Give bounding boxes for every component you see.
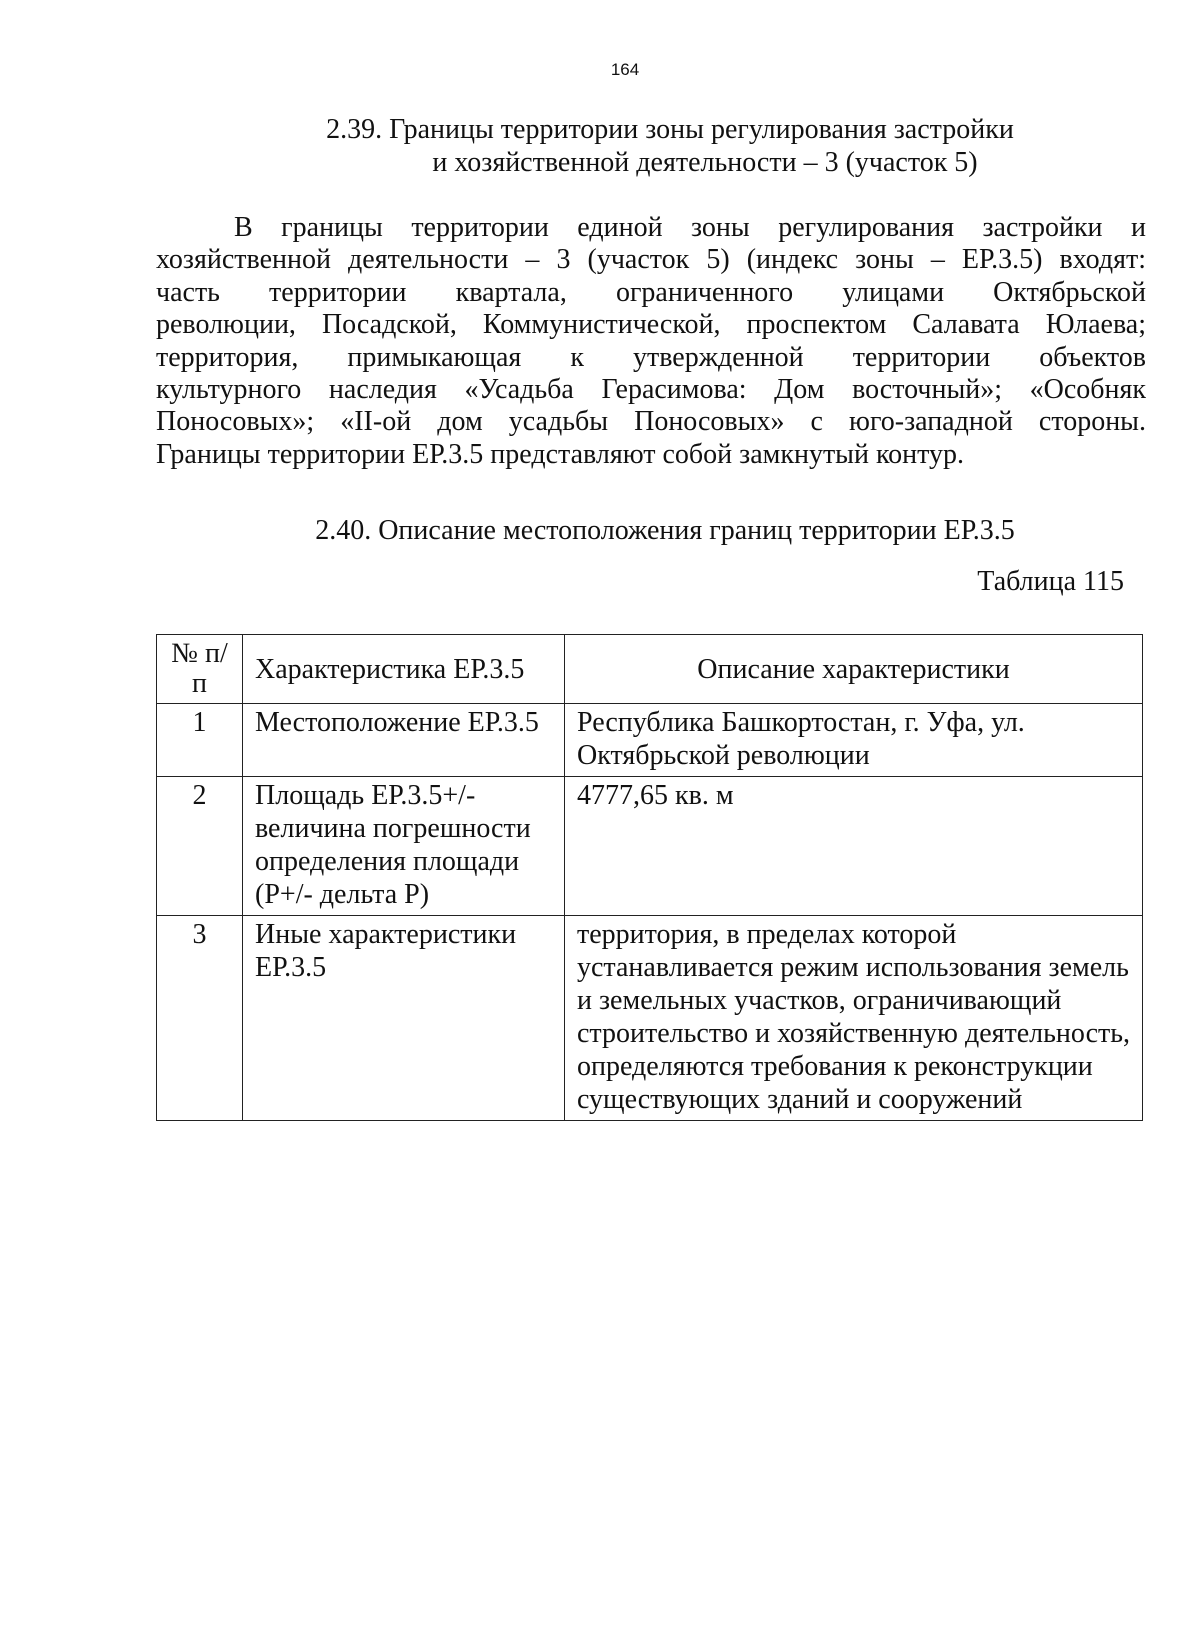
section-heading — [150, 113, 1150, 179]
table-caption: Таблица 115 — [977, 566, 1124, 597]
paragraph-line: хозяйственной деятельности – 3 (участок 5) (индекс зоны – ЕР.3.5) входят: — [156, 244, 1146, 276]
row-characteristic: Площадь ЕР.3.5+/- величина погрешности определения площади (Р+/- дельта Р) — [243, 777, 565, 916]
row-description: 4777,65 кв. м — [565, 777, 1143, 916]
paragraph-line: территория, примыкающая к утвержденной территории объектов — [156, 341, 1146, 373]
header-characteristic: Характеристика ЕР.3.5 — [243, 635, 565, 704]
row-num: 2 — [157, 777, 243, 916]
row-num: 3 — [157, 916, 243, 1121]
row-num: 1 — [157, 704, 243, 777]
section-heading-line-1: 2.39. Границы территории зоны регулирования застройки — [326, 114, 1014, 145]
table-header-row — [157, 635, 1143, 704]
characteristics-table — [156, 634, 1143, 1121]
header-description: Описание характеристики — [565, 635, 1143, 704]
paragraph-line: В границы территории единой зоны регулирования застройки и — [234, 212, 1146, 243]
table-section-heading: 2.40. Описание местоположения границ территории ЕР.3.5 — [315, 515, 1015, 546]
row-characteristic: Местоположение ЕР.3.5 — [243, 704, 565, 777]
table-row — [157, 704, 1143, 777]
section-heading-line-2: и хозяйственной деятельности – 3 (участок 5) — [432, 147, 978, 178]
paragraph-line: революции, Посадской, Коммунистической, проспектом Салавата Юлаева; — [156, 309, 1146, 341]
row-description: территория, в пределах которой устанавливается режим использования земель и земельных участков, ограничивающий строительство и хозяйственную деятельность, определяются требования к реконструкции существующих зданий и сооружений — [565, 916, 1143, 1121]
paragraph-line: часть территории квартала, ограниченного улицами Октябрьской — [156, 276, 1146, 308]
paragraph-line: Поносовых»; «II-ой дом усадьбы Поносовых» с юго-западной стороны. — [156, 406, 1146, 438]
header-num: № п/п — [157, 635, 243, 704]
paragraph-line: Границы территории ЕР.3.5 представляют собой замкнутый контур. — [156, 438, 965, 470]
table-row — [157, 777, 1143, 916]
paragraph-line: культурного наследия «Усадьба Герасимова: Дом восточный»; «Особняк — [156, 374, 1146, 406]
body-paragraph — [156, 212, 1146, 471]
table-row — [157, 916, 1143, 1121]
page-number: 164 — [610, 60, 640, 79]
row-description: Республика Башкортостан, г. Уфа, ул. Октябрьской революции — [565, 704, 1143, 777]
row-characteristic: Иные характеристики ЕР.3.5 — [243, 916, 565, 1121]
